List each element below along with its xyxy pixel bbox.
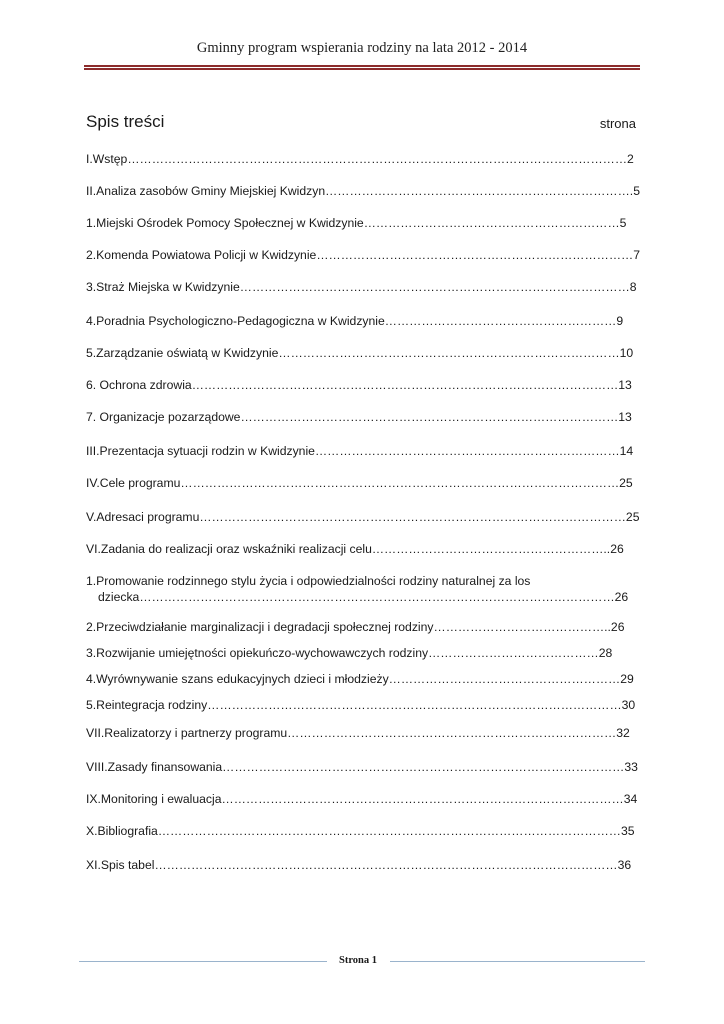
toc-leader-dots: …………………………………………………………………………………………… [191, 378, 619, 392]
toc-entry[interactable] [86, 541, 624, 557]
toc-page-number: 30 [621, 698, 636, 712]
footer-divider-right [390, 961, 645, 962]
toc-leader-dots: ………………………………………………… [388, 672, 621, 686]
toc-page-number: 29 [620, 672, 634, 686]
toc-leader-dots: ………………………………………………………………………………… [240, 410, 619, 424]
toc-page-number: 33 [624, 760, 638, 774]
toc-entry-title: 4.Poradnia Psychologiczno-Pedagogiczna w Kwidzynie [86, 314, 385, 328]
toc-entry[interactable] [86, 443, 633, 459]
toc-entry-title: X.Bibliografia [86, 824, 158, 838]
toc-leader-dots: …………………………………………………………………. [325, 184, 634, 198]
toc-page-number: 5 [633, 184, 640, 198]
toc-entry-title: IV.Cele programu [86, 476, 181, 490]
toc-entry-title: 1.Miejski Ośrodek Pomocy Społecznej w Kwidzynie [86, 216, 364, 230]
toc-page-number: 26 [610, 620, 625, 634]
toc-entry-title: V.Adresaci programu [86, 510, 200, 524]
toc-entry[interactable] [86, 857, 631, 873]
toc-entry-title: 3.Straż Miejska w Kwidzynie [86, 280, 240, 294]
toc-entry-title: 2.Przeciwdziałanie marginalizacji i degradacji społecznej rodziny [86, 620, 434, 634]
header-divider [84, 65, 640, 70]
toc-entry[interactable] [86, 619, 624, 635]
toc-page-number: 2 [627, 152, 634, 166]
toc-page-number: 8 [629, 280, 637, 294]
toc-entry[interactable] [86, 573, 628, 605]
toc-entry-title: 3.Rozwijanie umiejętności opiekuńczo-wychowawczych rodziny [86, 646, 429, 660]
toc-entry[interactable] [86, 475, 633, 491]
toc-entry-title: 7. Organizacje pozarządowe [86, 410, 241, 424]
toc-entry-title: II.Analiza zasobów Gminy Miejskiej Kwidzyn [86, 184, 326, 198]
toc-entry[interactable] [86, 279, 637, 295]
toc-page-number: 34 [623, 792, 638, 806]
toc-entry-title-line-2: dziecka [98, 590, 140, 604]
toc-entry[interactable] [86, 759, 638, 775]
toc-entry[interactable] [86, 345, 633, 361]
toc-entry-title: 6. Ochrona zdrowia [86, 378, 192, 392]
toc-page-number: 35 [620, 824, 635, 838]
toc-entry-title: VII.Realizatorzy i partnerzy programu [86, 726, 288, 740]
toc-leader-dots: …………………………………………………………………………………………………… [157, 824, 621, 838]
toc-entry[interactable] [86, 183, 640, 199]
toc-page-number: 14 [619, 444, 634, 458]
toc-page-number: 32 [616, 726, 630, 740]
toc-leader-dots: ……………………………………………………………………………………… [221, 792, 624, 806]
toc-leader-dots: ……………………………………………………………………………………………… [180, 476, 620, 490]
toc-leader-dots: …………………………………….. [433, 620, 611, 634]
header-divider-line-1 [84, 65, 640, 67]
toc-entry-title: 5.Reintegracja rodziny [86, 698, 208, 712]
toc-page-number: 36 [617, 858, 632, 872]
toc-entry[interactable] [86, 725, 630, 741]
toc-entry[interactable] [86, 791, 637, 807]
toc-entry-title: VIII.Zasady finansowania [86, 760, 223, 774]
toc-page-number: 26 [614, 590, 629, 604]
toc-page-number: 25 [625, 510, 640, 524]
toc-entry[interactable] [86, 409, 632, 425]
toc-page-number: 13 [618, 410, 632, 424]
toc-leader-dots: …………………………………… [428, 646, 599, 660]
toc-entry[interactable] [86, 671, 634, 687]
toc-entry-title: 4.Wyrównywanie szans edukacyjnych dzieci i młodzieży [86, 672, 389, 686]
toc-leader-dots: …………………………………………………………………………………… [239, 280, 630, 294]
toc-entry[interactable] [86, 377, 632, 393]
toc-page-number: 13 [618, 378, 632, 392]
toc-entry-title: IX.Monitoring i ewaluacja [86, 792, 222, 806]
toc-entry-title: 1.Promowanie rodzinnego stylu życia i odpowiedzialności rodziny naturalnej za los [86, 574, 531, 588]
toc-leader-dots: ……………………………………………………………………… [287, 726, 617, 740]
toc-entry-continuation [86, 589, 628, 605]
toc-page-number: 9 [616, 314, 624, 328]
toc-leader-dots: ………………………………………………… [384, 314, 617, 328]
toc-entry-title: VI.Zadania do realizacji oraz wskaźniki realizacji celu [86, 542, 372, 556]
toc-entry-title: XI.Spis tabel [86, 858, 155, 872]
toc-leader-dots: …………………………………………………………………………………………………… [154, 858, 618, 872]
toc-page-number: 26 [610, 542, 624, 556]
toc-page-number: 28 [598, 646, 613, 660]
toc-entry[interactable] [86, 823, 635, 839]
toc-heading: Spis treści [86, 112, 165, 131]
toc-leader-dots: ……………………………………………………………………………………… [222, 760, 625, 774]
toc-leader-dots: ……………………………………………………… [363, 216, 620, 230]
toc-entry-title: III.Prezentacja sytuacji rodzin w Kwidzynie [86, 444, 315, 458]
toc-leader-dots: ………………………………………………….. [371, 542, 611, 556]
toc-page-number: 10 [619, 346, 634, 360]
footer-divider-left [79, 961, 327, 962]
toc-page-column-heading: strona [599, 116, 636, 131]
toc-entry[interactable] [86, 509, 639, 525]
toc-entry[interactable] [86, 697, 635, 713]
toc-leader-dots: ………………………………………………………………………… [278, 346, 620, 360]
toc-page-number: 7 [633, 248, 640, 262]
toc-entry[interactable] [86, 215, 626, 231]
toc-entry-title: I.Wstęp [86, 152, 128, 166]
toc-leader-dots: ………………………………………………………………… [314, 444, 620, 458]
toc-leader-dots: ……………………………………………………………………………………………………… [139, 590, 615, 604]
toc-leader-dots: ………………………………………………………………………………………… [207, 698, 622, 712]
toc-page-number: 5 [619, 216, 627, 230]
toc-entry[interactable] [86, 313, 623, 329]
header-divider-line-2 [84, 68, 640, 70]
toc-entry-title: 2.Komenda Powiatowa Policji w Kwidzynie [86, 248, 317, 262]
toc-leader-dots: …………………………………………………………………………………………………………… [127, 152, 627, 166]
running-header: Gminny program wspierania rodziny na lata 2012 - 2014 [196, 40, 528, 56]
toc-page-number: 25 [619, 476, 633, 490]
page-number-label: Strona 1 [338, 955, 378, 966]
toc-entry[interactable] [86, 645, 612, 661]
toc-entry[interactable] [86, 247, 640, 263]
toc-entry-title: 5.Zarządzanie oświatą w Kwidzynie [86, 346, 279, 360]
toc-entry[interactable] [86, 151, 634, 167]
toc-leader-dots: …………………………………………………………………………………………… [199, 510, 626, 524]
toc-leader-dots: …………………………………………………………………… [316, 248, 634, 262]
